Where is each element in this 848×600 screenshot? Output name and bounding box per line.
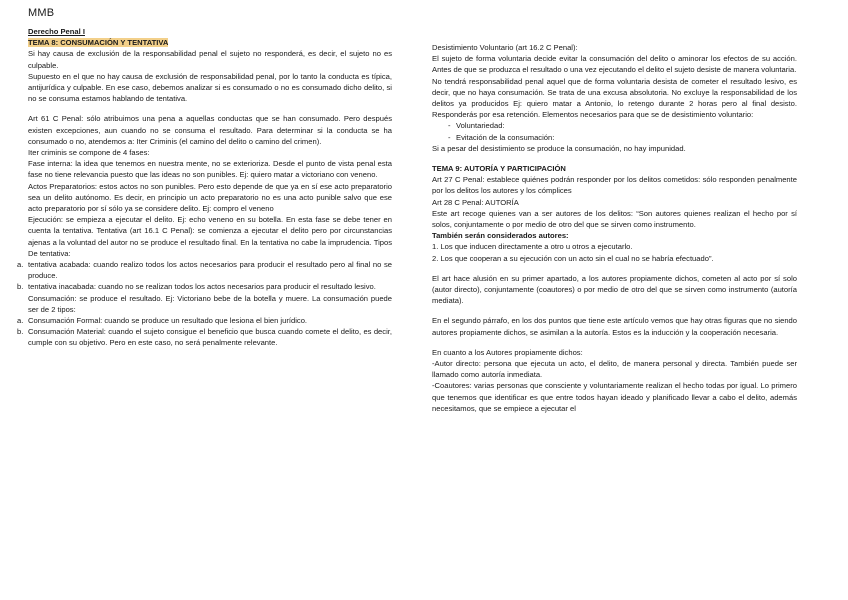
- paragraph: Supuesto en el que no hay causa de exclusión de responsabilidad penal, por lo tanto la conducta es típica, antijurídica y culpable. En ese caso, debemos analizar si es consumado o no es consumado dicho delito, si no se consuma estamos hablando de tentativa.: [28, 71, 392, 104]
- paragraph: Iter criminis se compone de 4 fases:: [28, 148, 150, 158]
- paragraph: En cuanto a los Autores propiamente dichos:: [432, 347, 583, 357]
- paragraph: 1. Los que inducen directamente a otro u otros a ejecutarlo.: [432, 242, 633, 252]
- subject-title: [28, 26, 392, 37]
- paragraph: Consumación: se produce el resultado. Ej: Victoriano bebe de la botella y muere. La consumación puede ser de 2 tipos:: [28, 293, 392, 314]
- paragraph: El sujeto de forma voluntaria decide evitar la consumación del delito o aminorar los efectos de su acción. Antes de que se produzca el resultado o una vez ejecutando el delito el sujeto desiste de manera voluntaria.: [432, 54, 797, 75]
- paragraph: También serán considerados autores:: [432, 231, 569, 241]
- list-item: - Voluntariedad:: [448, 121, 505, 131]
- list-item: - Evitación de la consumación:: [448, 132, 555, 142]
- topic-8-title-text: TEMA 8: CONSUMACIÓN Y TENTATIVA: [28, 38, 169, 48]
- topic-8-title: [28, 37, 392, 48]
- paragraph: Art 61 C Penal: sólo atribuimos una pena a aquellas conductas que se han consumado. Pero después existen excepciones, aun cuando no se consuma el resultado. Para determinar si la conducta se ha consumado o no, atendemos a: Iter Criminis (el camino del delito o camino del crimen).: [28, 114, 392, 146]
- list-item: b. tentativa inacabada: cuando no se realizan todos los actos necesarios para producir el resultado lesivo.: [17, 282, 376, 292]
- left-column: [17, 26, 392, 349]
- paragraph: Fase interna: la idea que tenemos en nuestra mente, no se exterioriza. Desde el punto de vista penal esta fase no tiene relevancia puesto que las ideas no son punibles. Ej: quiero matar a victoriano con veneno.: [28, 159, 392, 180]
- list-item: a. tentativa acabada: cuando realizo todos los actos necesarios para producir el resultado pero al final no se produce.: [17, 260, 392, 281]
- list-item: a. Consumación Formal: cuando se produce un resultado que lesiona el bien jurídico.: [17, 316, 308, 326]
- list-item: b. Consumación Material: cuando el sujeto consigue el beneficio que busca cuando comete el delito, es decir, cumple con su objetivo. Pero en este caso, no será penalmente relevante.: [17, 327, 392, 348]
- paragraph: El art hace alusión en su primer apartado, a los autores propiamente dichos, cometen al acto por sí solo (autor directo), conjuntamente (coautores) o por medio de otro del que se sirven como instrumento (autoría mediata).: [432, 273, 797, 306]
- consumacion-list: [17, 315, 392, 349]
- document-header: MMB: [28, 7, 55, 19]
- tentativa-list: [17, 259, 392, 293]
- paragraph: -Autor directo: persona que ejecuta un acto, el delito, de manera personal y directa. También puede ser llamado como autoría inmediata.: [432, 359, 797, 380]
- paragraph: Este art recoge quienes van a ser autores de los delitos: “Son autores quienes realizan el hecho por sí solos, conjuntamente o por medio de otro del que se sirven como instrumento.: [432, 208, 797, 230]
- paragraph: Si a pesar del desistimiento se produce la consumación, no hay impunidad.: [432, 143, 686, 153]
- paragraph: No tendrá responsabilidad penal aquel que de forma voluntaria desista de cometer el resultado lesivo, es decir, que no haya consumación. Se trata de una excusa absolutoria. No excluye la responsabilidad de los delitos ya producidos Ej: quiero matar a Antonio, lo retengo durante 2 horas pero al final desisto. Responderás por esa retención. Elementos necesarios para que se de desistimiento voluntario:: [432, 76, 797, 120]
- paragraph: Ejecución: se empieza a ejecutar el delito. Ej: echo veneno en su botella. En esta fase se debe tener en cuenta la tentativa. Tentativa (art 16.1 C Penal): se comienza a ejecutar el delito pero por circunstancias ajenas a la voluntad del autor no se produce el resultado final. En la tentativa no cabe la imprudencia. Tipos De tentativa:: [28, 215, 392, 258]
- section-heading: Desistimiento Voluntario (art 16.2 C Penal):: [432, 43, 578, 52]
- paragraph: Art 27 C Penal: establece quiénes podrán responder por los delitos cometidos: sólo responden penalmente por los delitos los autores y los cómplices: [432, 175, 797, 196]
- right-column: [432, 42, 797, 414]
- paragraph: Art 28 C Penal: AUTORÍA: [432, 197, 519, 207]
- paragraph: Actos Preparatorios: estos actos no son punibles. Pero esto depende de que ya en sí ese acto preparatorio sea un delito autónomo. Es decir, en principio un acto preparatorio no es una acto punible salvo que ese acto preparatorio por sí sólo ya se considere delito. Ej: compro el veneno: [28, 181, 392, 214]
- elements-list: [432, 120, 797, 142]
- paragraph: En el segundo párrafo, en los dos puntos que tiene este artículo vemos que hay otras figuras que no siendo autores propiamente dichos, se asimilan a la autoría. Estos es la inducción y la cooperación necesaria.: [432, 316, 797, 337]
- subject-title-text: Derecho Penal I: [28, 27, 85, 36]
- paragraph: 2. Los que cooperan a su ejecución con un acto sin el cual no se habría efectuado”.: [432, 253, 714, 263]
- paragraph: Si hay causa de exclusión de la responsabilidad penal el sujeto no responderá, es decir, el sujeto no es culpable.: [28, 49, 392, 70]
- paragraph: -Coautores: varias personas que consciente y voluntariamente realizan el hecho todas por igual. Lo primero que tenemos que identificar es que entre todos hayan ideado y planificado llevar a cabo el delito, además necesitamos, que se empiece a ejecutar el: [432, 381, 797, 413]
- topic-9-title: TEMA 9: AUTORÍA Y PARTICIPACIÓN: [432, 164, 566, 174]
